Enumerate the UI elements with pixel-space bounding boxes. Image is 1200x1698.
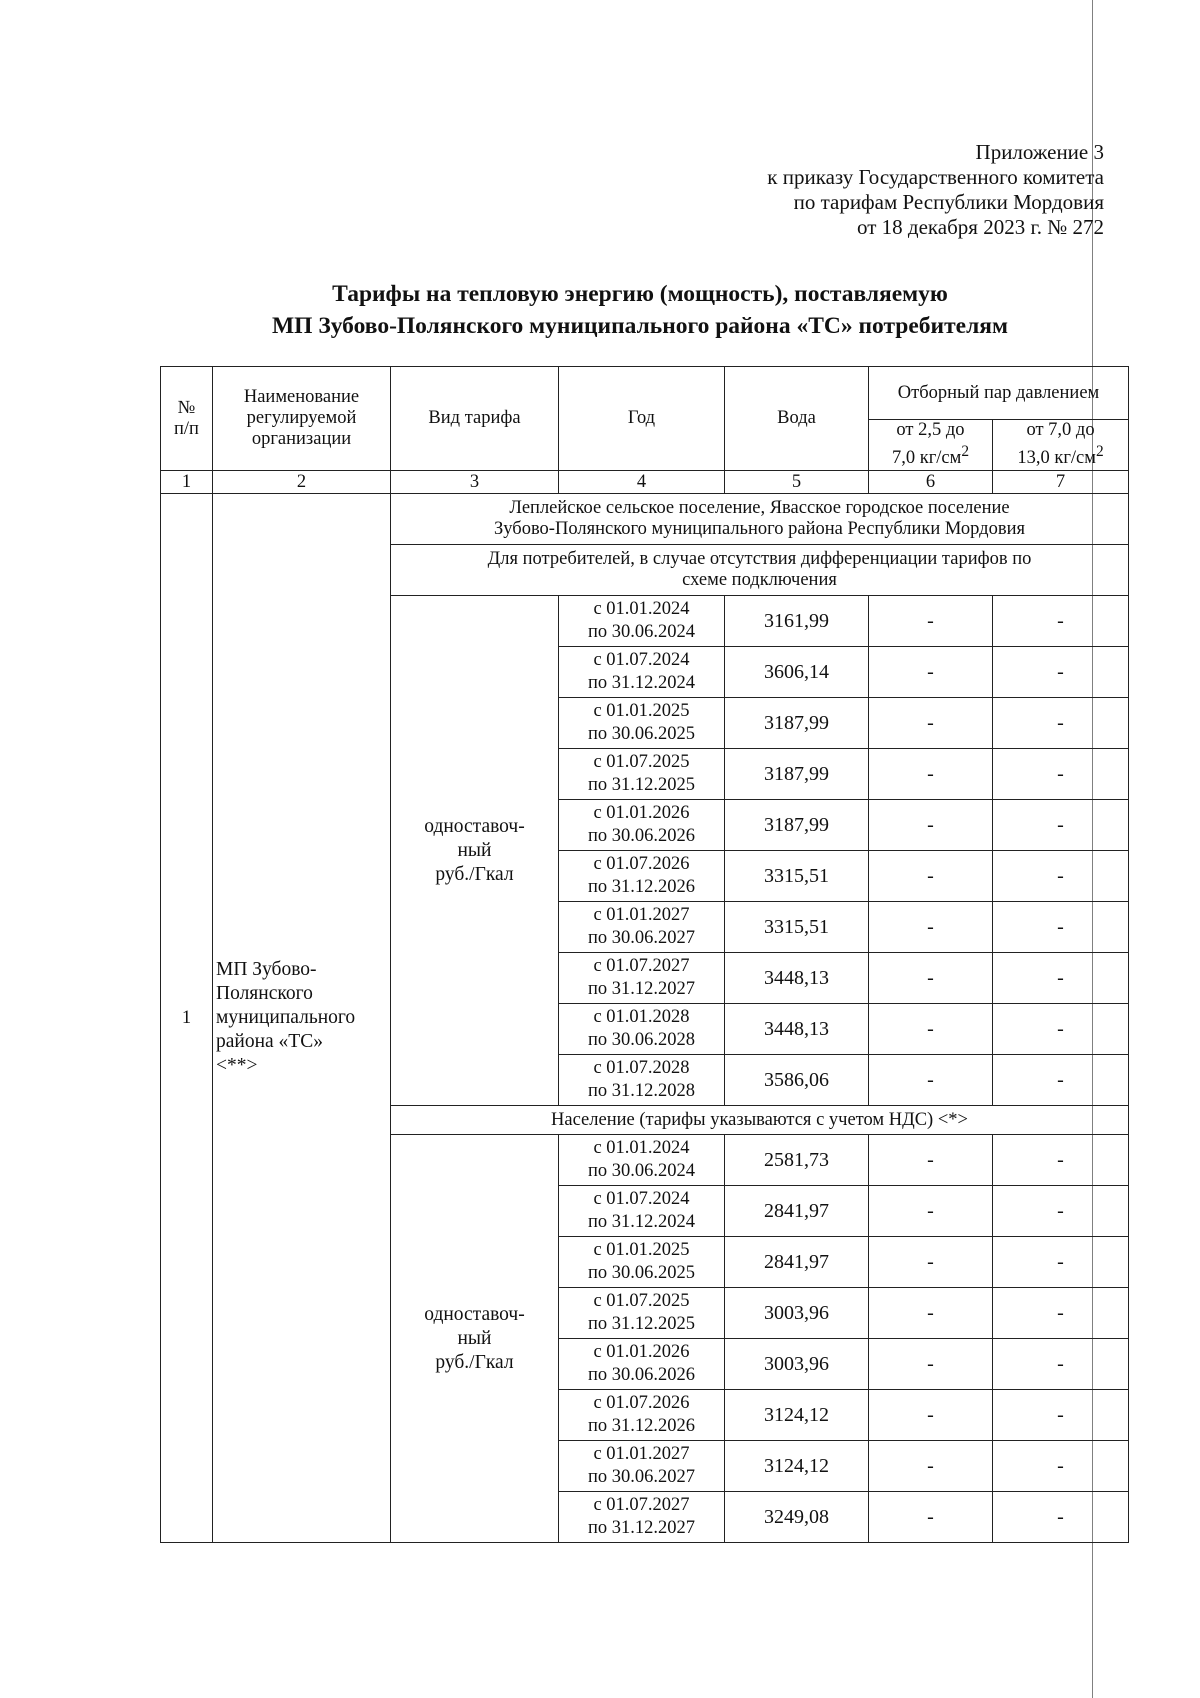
water-tariff: 2841,97 xyxy=(725,1237,869,1288)
period-to: по 31.12.2024 xyxy=(587,673,696,693)
col-number: 5 xyxy=(725,471,869,494)
steam-a-tariff: - xyxy=(869,851,993,902)
appendix-line-3: по тарифам Республики Мордовия xyxy=(793,190,1104,214)
period-cell xyxy=(559,902,725,953)
tariff-type-cell xyxy=(391,596,559,1106)
tariff-type-line-3: руб./Гкал xyxy=(435,863,514,885)
steam-b-tariff: - xyxy=(993,1390,1129,1441)
steam-b-tariff: - xyxy=(993,1339,1129,1390)
group2-label: Население (тарифы указываются с учетом НДС) <*> xyxy=(391,1106,1129,1135)
water-tariff: 3315,51 xyxy=(725,902,869,953)
header-steam-b-line-2 xyxy=(996,441,1125,469)
water-tariff: 3124,12 xyxy=(725,1390,869,1441)
period-to: по 31.12.2025 xyxy=(587,1314,696,1334)
period-cell xyxy=(559,953,725,1004)
period-to: по 31.12.2025 xyxy=(587,775,696,795)
territory-row xyxy=(161,494,1129,545)
header-steam-b-line-1: от 7,0 до xyxy=(1026,420,1095,441)
appendix-line-2: к приказу Государственного комитета xyxy=(767,165,1104,189)
steam-b-tariff: - xyxy=(993,1186,1129,1237)
header-steam-a-line-2 xyxy=(872,441,989,469)
steam-b-tariff: - xyxy=(993,1135,1129,1186)
period-to: по 31.12.2028 xyxy=(587,1081,696,1101)
period-to: по 30.06.2026 xyxy=(587,826,696,846)
period-from: с 01.01.2025 xyxy=(593,1240,690,1260)
header-row xyxy=(161,367,1129,420)
period-cell xyxy=(559,1055,725,1106)
steam-a-tariff: - xyxy=(869,1339,993,1390)
period-cell xyxy=(559,851,725,902)
steam-a-tariff: - xyxy=(869,1055,993,1106)
header-steam-group: Отборный пар давлением xyxy=(869,367,1129,420)
period-to: по 31.12.2027 xyxy=(587,1518,696,1538)
steam-a-tariff: - xyxy=(869,1390,993,1441)
tariff-type-line-3: руб./Гкал xyxy=(435,1351,514,1373)
col-number: 7 xyxy=(993,471,1129,494)
steam-a-tariff: - xyxy=(869,596,993,647)
period-cell xyxy=(559,1135,725,1186)
period-to: по 31.12.2024 xyxy=(587,1212,696,1232)
water-tariff: 3448,13 xyxy=(725,953,869,1004)
period-cell xyxy=(559,1004,725,1055)
title-line-1: Тарифы на тепловую энергию (мощность), поставляемую xyxy=(332,281,948,307)
steam-a-tariff: - xyxy=(869,749,993,800)
period-to: по 30.06.2027 xyxy=(587,928,696,948)
column-numbers-row xyxy=(161,471,1129,494)
steam-a-tariff: - xyxy=(869,1237,993,1288)
tariff-type-line-2: ный xyxy=(457,839,492,861)
period-to: по 30.06.2027 xyxy=(587,1467,696,1487)
steam-b-tariff: - xyxy=(993,596,1129,647)
period-cell xyxy=(559,1390,725,1441)
period-cell xyxy=(559,1237,725,1288)
header-steam-b xyxy=(993,420,1129,471)
territory-line-1: Леплейское сельское поселение, Явасское городское поселение xyxy=(509,498,1010,518)
period-from: с 01.07.2027 xyxy=(593,1495,690,1515)
steam-b-tariff: - xyxy=(993,1055,1129,1106)
period-from: с 01.01.2028 xyxy=(593,1007,690,1027)
steam-a-tariff: - xyxy=(869,902,993,953)
document-title xyxy=(160,278,1120,342)
period-from: с 01.07.2024 xyxy=(593,1189,690,1209)
tariff-type-line-2: ный xyxy=(457,1327,492,1349)
steam-a-tariff: - xyxy=(869,1135,993,1186)
period-from: с 01.07.2025 xyxy=(593,752,690,772)
period-to: по 31.12.2026 xyxy=(587,1416,696,1436)
territory-line-2: Зубово-Полянского муниципального района Республики Мордовия xyxy=(494,519,1025,539)
steam-b-tariff: - xyxy=(993,1441,1129,1492)
water-tariff: 3606,14 xyxy=(725,647,869,698)
period-cell xyxy=(559,1339,725,1390)
steam-b-tariff: - xyxy=(993,647,1129,698)
water-tariff: 3124,12 xyxy=(725,1441,869,1492)
period-from: с 01.07.2026 xyxy=(593,854,690,874)
period-from: с 01.07.2027 xyxy=(593,956,690,976)
header-steam-a-line-1: от 2,5 до xyxy=(896,420,965,441)
steam-b-tariff: - xyxy=(993,1288,1129,1339)
period-from: с 01.01.2024 xyxy=(593,1138,690,1158)
water-tariff: 3187,99 xyxy=(725,749,869,800)
water-tariff: 3187,99 xyxy=(725,800,869,851)
period-to: по 30.06.2024 xyxy=(587,1161,696,1181)
territory-label xyxy=(391,494,1129,545)
water-tariff: 2841,97 xyxy=(725,1186,869,1237)
period-to: по 31.12.2026 xyxy=(587,877,696,897)
steam-a-tariff: - xyxy=(869,1492,993,1543)
period-to: по 30.06.2026 xyxy=(587,1365,696,1385)
period-from: с 01.01.2026 xyxy=(593,1342,690,1362)
org-line-1: МП Зубово- xyxy=(216,959,317,980)
period-cell xyxy=(559,1186,725,1237)
period-cell xyxy=(559,1441,725,1492)
period-from: с 01.07.2024 xyxy=(593,650,690,670)
period-cell xyxy=(559,698,725,749)
period-from: с 01.01.2027 xyxy=(593,905,690,925)
tariff-type-line-1: одноставоч- xyxy=(424,1303,525,1325)
steam-b-tariff: - xyxy=(993,902,1129,953)
group1-label-line-2: схеме подключения xyxy=(682,570,837,590)
org-line-2: Полянского xyxy=(216,983,313,1004)
period-to: по 30.06.2024 xyxy=(587,622,696,642)
water-tariff: 3586,06 xyxy=(725,1055,869,1106)
period-to: по 31.12.2027 xyxy=(587,979,696,999)
steam-a-tariff: - xyxy=(869,800,993,851)
period-from: с 01.01.2025 xyxy=(593,701,690,721)
header-steam-a-value: 7,0 кг/см xyxy=(891,448,962,469)
steam-a-tariff: - xyxy=(869,1004,993,1055)
water-tariff: 3448,13 xyxy=(725,1004,869,1055)
steam-b-tariff: - xyxy=(993,749,1129,800)
period-cell xyxy=(559,749,725,800)
header-num xyxy=(161,367,213,471)
period-from: с 01.01.2024 xyxy=(593,599,690,619)
steam-b-tariff: - xyxy=(993,1492,1129,1543)
row-number: 1 xyxy=(161,494,213,1543)
water-tariff: 3003,96 xyxy=(725,1339,869,1390)
water-tariff: 3161,99 xyxy=(725,596,869,647)
group1-label xyxy=(391,545,1129,596)
header-num-line-2: п/п xyxy=(174,418,199,439)
steam-b-tariff: - xyxy=(993,800,1129,851)
steam-a-tariff: - xyxy=(869,1288,993,1339)
col-number: 3 xyxy=(391,471,559,494)
steam-a-tariff: - xyxy=(869,698,993,749)
steam-a-tariff: - xyxy=(869,1186,993,1237)
header-steam-a-sup: 2 xyxy=(961,443,970,461)
header-steam-a xyxy=(869,420,993,471)
steam-b-tariff: - xyxy=(993,953,1129,1004)
period-to: по 30.06.2025 xyxy=(587,1263,696,1283)
period-cell xyxy=(559,800,725,851)
period-cell xyxy=(559,596,725,647)
header-steam-b-sup: 2 xyxy=(1095,443,1104,461)
header-water: Вода xyxy=(725,367,869,471)
period-cell xyxy=(559,647,725,698)
col-number: 2 xyxy=(213,471,391,494)
tariff-type-line-1: одноставоч- xyxy=(424,815,525,837)
steam-a-tariff: - xyxy=(869,647,993,698)
org-line-3: муниципального xyxy=(216,1007,356,1028)
org-line-4: района «ТС» xyxy=(216,1031,323,1052)
col-number: 6 xyxy=(869,471,993,494)
steam-b-tariff: - xyxy=(993,698,1129,749)
appendix-line-1: Приложение 3 xyxy=(975,140,1104,164)
tariff-table xyxy=(160,366,1129,1543)
appendix-line-4: от 18 декабря 2023 г. № 272 xyxy=(857,215,1104,239)
period-from: с 01.01.2026 xyxy=(593,803,690,823)
col-number: 4 xyxy=(559,471,725,494)
period-from: с 01.07.2025 xyxy=(593,1291,690,1311)
water-tariff: 2581,73 xyxy=(725,1135,869,1186)
steam-b-tariff: - xyxy=(993,1237,1129,1288)
group1-label-line-1: Для потребителей, в случае отсутствия дифференциации тарифов по xyxy=(487,549,1032,569)
water-tariff: 3003,96 xyxy=(725,1288,869,1339)
header-year: Год xyxy=(559,367,725,471)
period-from: с 01.07.2028 xyxy=(593,1058,690,1078)
period-cell xyxy=(559,1492,725,1543)
col-number: 1 xyxy=(161,471,213,494)
organization-name xyxy=(213,494,391,1543)
water-tariff: 3249,08 xyxy=(725,1492,869,1543)
header-num-line-1: № xyxy=(177,397,196,418)
steam-b-tariff: - xyxy=(993,851,1129,902)
period-from: с 01.07.2026 xyxy=(593,1393,690,1413)
period-from: с 01.01.2027 xyxy=(593,1444,690,1464)
steam-a-tariff: - xyxy=(869,1441,993,1492)
header-tariff-type: Вид тарифа xyxy=(391,367,559,471)
header-org-name: Наименование регулируемой организации xyxy=(213,367,391,471)
appendix-note xyxy=(584,140,1104,240)
period-to: по 30.06.2025 xyxy=(587,724,696,744)
steam-b-tariff: - xyxy=(993,1004,1129,1055)
period-cell xyxy=(559,1288,725,1339)
tariff-type-cell xyxy=(391,1135,559,1543)
header-steam-b-value: 13,0 кг/см xyxy=(1017,448,1096,469)
steam-a-tariff: - xyxy=(869,953,993,1004)
water-tariff: 3187,99 xyxy=(725,698,869,749)
water-tariff: 3315,51 xyxy=(725,851,869,902)
org-line-5: <**> xyxy=(216,1055,258,1076)
period-to: по 30.06.2028 xyxy=(587,1030,696,1050)
title-line-2: МП Зубово-Полянского муниципального района «ТС» потребителям xyxy=(272,313,1008,339)
